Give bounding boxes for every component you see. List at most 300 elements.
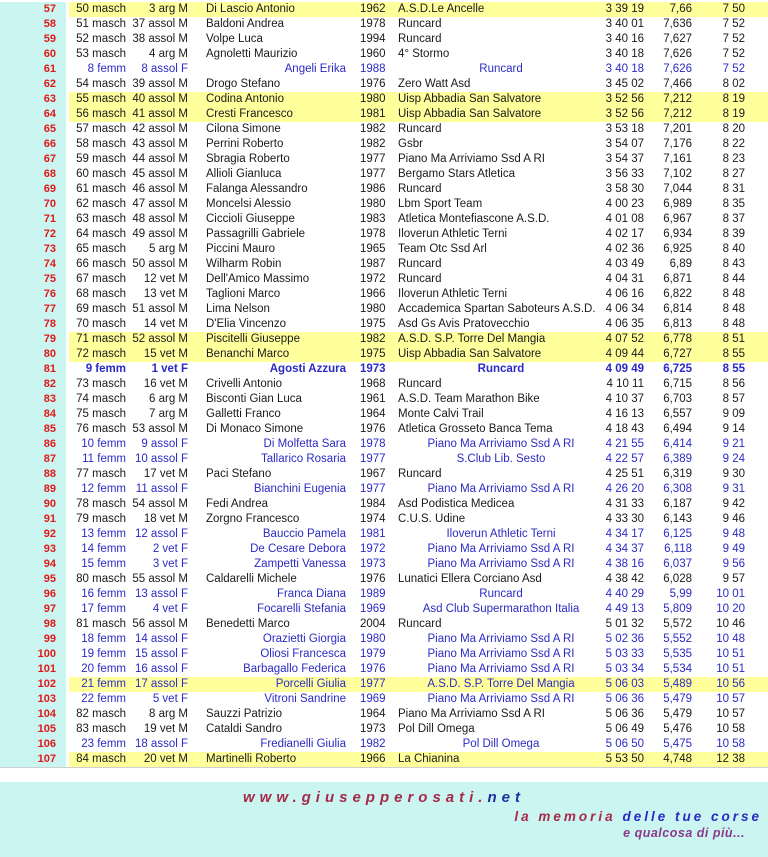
category-rank: 17 assol F (126, 677, 190, 692)
finish-time: 5 06 36 (605, 708, 644, 720)
team-name: Piano Ma Arriviamo Ssd A RI (427, 633, 575, 645)
result-row (0, 152, 768, 167)
result-row (0, 392, 768, 407)
gender-rank: 56 masch (69, 107, 126, 122)
birth-year: 1966 (360, 288, 386, 300)
position-number: 79 (0, 332, 66, 347)
team-name: Uisp Abbadia San Salvatore (398, 92, 590, 107)
birth-year: 1979 (360, 648, 386, 660)
speed-kmh: 6,037 (663, 558, 692, 570)
position-number: 102 (0, 677, 66, 692)
pace-min-km: 10 01 (716, 588, 745, 600)
athlete-name: Fedi Andrea (206, 498, 269, 510)
pace-min-km: 8 51 (692, 332, 768, 347)
category-rank: 9 assol F (141, 438, 188, 450)
result-row (0, 647, 768, 662)
pace-min-km: 8 48 (722, 303, 745, 315)
birth-year: 1994 (360, 33, 386, 45)
category-rank: 15 assol F (134, 648, 188, 660)
position-number: 70 (0, 197, 66, 212)
category-rank: 17 vet M (143, 468, 188, 480)
team-name: Runcard (398, 378, 442, 390)
position-number: 93 (0, 542, 66, 557)
position-number: 72 (0, 227, 66, 242)
gender-rank: 9 femm (85, 363, 126, 375)
team-name: Lbm Sport Team (398, 198, 483, 210)
result-row (0, 707, 768, 722)
speed-kmh: 6,989 (663, 198, 692, 210)
gender-rank: 11 femm (82, 453, 126, 465)
athlete-name: Fredianelli Giulia (260, 738, 346, 750)
pace-min-km: 8 48 (722, 288, 745, 300)
athlete-name: Allioli Gianluca (206, 168, 282, 180)
team-name: Asd Club Supermarathon Italia (422, 603, 580, 615)
team-name: Lunatici Ellera Corciano Asd (398, 573, 542, 585)
athlete-name: Vitroni Sandrine (264, 693, 346, 705)
athlete-name: Piccini Mauro (206, 243, 276, 255)
finish-time: 3 52 56 (590, 92, 646, 107)
finish-time: 4 09 49 (605, 363, 644, 375)
athlete-name: Orazietti Giorgia (262, 633, 346, 645)
category-rank: 13 vet M (143, 288, 188, 300)
result-row (0, 407, 768, 422)
position-number: 80 (0, 347, 66, 362)
finish-time: 5 03 33 (605, 648, 644, 660)
result-row (0, 77, 768, 92)
speed-kmh: 7,627 (663, 33, 692, 45)
result-row (0, 692, 768, 707)
position-number: 97 (0, 602, 66, 617)
athlete-name: Sbragia Roberto (206, 153, 290, 165)
result-row (0, 317, 768, 332)
team-name: Runcard (479, 588, 523, 600)
category-rank: 16 assol F (134, 663, 188, 675)
result-row (0, 662, 768, 677)
category-rank: 42 assol M (132, 123, 188, 135)
speed-kmh: 7,161 (663, 153, 692, 165)
position-number: 66 (0, 137, 66, 152)
speed-kmh: 6,125 (663, 528, 692, 540)
result-row (0, 197, 768, 212)
gender-rank: 69 masch (76, 303, 126, 315)
result-row (0, 587, 768, 602)
speed-kmh: 6,703 (663, 393, 692, 405)
finish-time: 4 34 37 (605, 543, 644, 555)
result-row (0, 602, 768, 617)
result-row (0, 212, 768, 227)
athlete-name: Zampetti Vanessa (254, 558, 346, 570)
finish-time: 3 53 18 (605, 123, 644, 135)
result-row (0, 287, 768, 302)
athlete-name: Di Lascio Antonio (190, 2, 358, 17)
finish-time: 5 01 32 (605, 618, 644, 630)
team-name: Monte Calvi Trail (398, 408, 484, 420)
pace-min-km: 10 56 (692, 677, 768, 692)
position-number: 86 (0, 437, 66, 452)
gender-rank: 51 masch (76, 18, 126, 30)
finish-time: 5 06 50 (605, 738, 644, 750)
pace-min-km: 8 57 (722, 393, 745, 405)
team-name: Atletica Grosseto Banca Tema (398, 423, 553, 435)
gender-rank: 50 masch (69, 2, 126, 17)
athlete-name: Lima Nelson (206, 303, 270, 315)
result-row (0, 167, 768, 182)
pace-min-km: 8 39 (722, 228, 745, 240)
birth-year: 1982 (360, 138, 386, 150)
gender-rank: 81 masch (76, 618, 126, 630)
team-name: Runcard (398, 468, 442, 480)
gender-rank: 65 masch (76, 243, 126, 255)
pace-min-km: 7 52 (722, 48, 745, 60)
speed-kmh: 6,319 (663, 468, 692, 480)
athlete-name: Angeli Erika (284, 63, 346, 75)
birth-year: 1980 (360, 303, 386, 315)
birth-year: 1975 (360, 318, 386, 330)
footer-tagline-2: e qualcosa di più... (623, 826, 745, 840)
pace-min-km: 10 20 (716, 603, 745, 615)
athlete-name: Dell'Amico Massimo (206, 273, 310, 285)
speed-kmh: 6,715 (663, 378, 692, 390)
pace-min-km: 8 48 (722, 318, 745, 330)
gender-rank: 72 masch (69, 347, 126, 362)
birth-year: 1969 (360, 603, 386, 615)
pace-min-km: 10 57 (716, 693, 745, 705)
athlete-name: Falanga Alessandro (206, 183, 308, 195)
team-name: Team Otc Ssd Arl (398, 243, 487, 255)
speed-kmh: 7,176 (663, 138, 692, 150)
result-row (0, 437, 768, 452)
gender-rank: 8 femm (87, 63, 126, 75)
finish-time: 4 03 49 (605, 258, 644, 270)
pace-min-km: 10 48 (716, 633, 745, 645)
position-number: 82 (0, 377, 66, 392)
category-rank: 38 assol M (132, 33, 188, 45)
category-rank: 51 assol M (132, 303, 188, 315)
speed-kmh: 7,201 (663, 123, 692, 135)
athlete-name: Porcelli Giulia (190, 677, 358, 692)
pace-min-km: 7 52 (722, 18, 745, 30)
finish-time: 3 54 07 (605, 138, 644, 150)
athlete-name: De Cesare Debora (250, 543, 346, 555)
team-name: Zero Watt Asd (398, 78, 471, 90)
speed-kmh: 6,813 (663, 318, 692, 330)
birth-year: 1976 (360, 663, 386, 675)
category-rank: 48 assol M (132, 213, 188, 225)
gender-rank: 68 masch (76, 288, 126, 300)
birth-year: 1976 (360, 78, 386, 90)
athlete-name: Sauzzi Patrizio (206, 708, 283, 720)
gender-rank: 77 masch (76, 468, 126, 480)
gender-rank: 58 masch (76, 138, 126, 150)
footer-tagline-1 (0, 809, 768, 825)
position-number: 106 (0, 737, 66, 752)
finish-time: 3 58 30 (605, 183, 644, 195)
position-number: 69 (0, 182, 66, 197)
category-rank: 7 arg M (149, 408, 188, 420)
athlete-name: Martinelli Roberto (190, 752, 358, 767)
athlete-name: Cresti Francesco (190, 107, 358, 122)
athlete-name: Agosti Azzura (269, 363, 346, 375)
gender-rank: 57 masch (76, 123, 126, 135)
finish-time: 3 45 02 (605, 78, 644, 90)
footer (0, 782, 768, 857)
position-number: 61 (0, 62, 66, 77)
gender-rank: 83 masch (76, 723, 126, 735)
gender-rank: 53 masch (76, 48, 126, 60)
category-rank: 44 assol M (132, 153, 188, 165)
position-number: 67 (0, 152, 66, 167)
pace-min-km: 9 57 (722, 573, 745, 585)
category-rank: 4 arg M (149, 48, 188, 60)
team-name: 4° Stormo (398, 48, 450, 60)
category-rank: 18 vet M (143, 513, 188, 525)
team-name: Atletica Montefiascone A.S.D. (398, 213, 550, 225)
team-name: Runcard (479, 63, 523, 75)
athlete-name: Oliosi Francesca (260, 648, 346, 660)
athlete-name: Volpe Luca (206, 33, 263, 45)
birth-year: 1978 (360, 228, 386, 240)
result-row (0, 272, 768, 287)
finish-time: 4 22 57 (605, 453, 644, 465)
position-number: 91 (0, 512, 66, 527)
pace-min-km: 10 58 (716, 723, 745, 735)
finish-time: 5 06 36 (605, 693, 644, 705)
position-number: 87 (0, 452, 66, 467)
category-rank: 55 assol M (132, 573, 188, 585)
result-row (0, 257, 768, 272)
athlete-name: Cilona Simone (206, 123, 281, 135)
position-number: 84 (0, 407, 66, 422)
speed-kmh: 5,479 (663, 708, 692, 720)
pace-min-km: 9 42 (722, 498, 745, 510)
team-name: Runcard (398, 273, 442, 285)
birth-year: 1986 (360, 183, 386, 195)
birth-year: 1969 (360, 693, 386, 705)
speed-kmh: 7,626 (663, 48, 692, 60)
gender-rank: 23 femm (81, 738, 126, 750)
category-rank: 45 assol M (132, 168, 188, 180)
result-row (0, 227, 768, 242)
birth-year: 1961 (360, 393, 386, 405)
finish-time: 4 26 20 (605, 483, 644, 495)
category-rank: 18 assol F (134, 738, 188, 750)
athlete-name: Perrini Roberto (206, 138, 284, 150)
team-name: Iloverun Athletic Terni (446, 528, 556, 540)
birth-year: 1987 (360, 258, 386, 270)
pace-min-km: 9 21 (722, 438, 745, 450)
athlete-name: Barbagallo Federica (243, 663, 346, 675)
pace-min-km: 8 22 (722, 138, 745, 150)
position-number: 100 (0, 647, 66, 662)
finish-time: 3 40 18 (605, 63, 644, 75)
speed-kmh: 6,389 (663, 453, 692, 465)
result-row (0, 632, 768, 647)
gender-rank: 21 femm (69, 677, 126, 692)
pace-min-km: 10 46 (716, 618, 745, 630)
birth-year: 1974 (360, 513, 386, 525)
position-number: 63 (0, 92, 66, 107)
gender-rank: 60 masch (76, 168, 126, 180)
gender-rank: 55 masch (69, 92, 126, 107)
category-rank: 3 arg M (126, 2, 190, 17)
pace-min-km: 9 09 (722, 408, 745, 420)
tagline-1-red-part: la memoria (514, 809, 623, 824)
athlete-name: Bauccio Pamela (262, 528, 346, 540)
pace-min-km: 9 48 (722, 528, 745, 540)
speed-kmh: 6,967 (663, 213, 692, 225)
category-rank: 4 vet F (152, 603, 188, 615)
birth-year: 1976 (360, 423, 386, 435)
gender-rank: 73 masch (76, 378, 126, 390)
athlete-name: Passagrilli Gabriele (206, 228, 306, 240)
team-name: Piano Ma Arriviamo Ssd A RI (427, 693, 575, 705)
position-number: 81 (0, 362, 66, 377)
speed-kmh: 6,308 (663, 483, 692, 495)
birth-year: 1988 (360, 63, 386, 75)
result-row (0, 512, 768, 527)
result-row (0, 332, 768, 347)
athlete-name: Franca Diana (276, 588, 346, 600)
pace-min-km: 8 31 (722, 183, 745, 195)
speed-kmh: 5,99 (669, 588, 692, 600)
athlete-name: Benanchi Marco (190, 347, 358, 362)
pace-min-km: 10 51 (716, 648, 745, 660)
speed-kmh: 6,925 (663, 243, 692, 255)
website-url (0, 789, 768, 807)
birth-year: 1967 (360, 468, 386, 480)
pace-min-km: 8 20 (722, 123, 745, 135)
pace-min-km: 8 19 (692, 92, 768, 107)
gender-rank: 66 masch (76, 258, 126, 270)
pace-min-km: 8 35 (722, 198, 745, 210)
pace-min-km: 9 49 (722, 543, 745, 555)
gender-rank: 61 masch (76, 183, 126, 195)
team-name: Piano Ma Arriviamo Ssd A RI (427, 543, 575, 555)
finish-time: 5 02 36 (605, 633, 644, 645)
position-number: 60 (0, 47, 66, 62)
position-number: 95 (0, 572, 66, 587)
team-name: Iloverun Athletic Terni (398, 288, 508, 300)
team-name: Pol Dill Omega (398, 723, 475, 735)
finish-time: 4 21 55 (605, 438, 644, 450)
category-rank: 11 assol F (135, 483, 188, 495)
team-name: Runcard (398, 183, 442, 195)
birth-year: 2004 (360, 618, 386, 630)
speed-kmh: 7,636 (663, 18, 692, 30)
athlete-name: Paci Stefano (206, 468, 272, 480)
result-row (0, 377, 768, 392)
gender-rank: 75 masch (76, 408, 126, 420)
pace-min-km: 9 14 (722, 423, 745, 435)
result-row (0, 467, 768, 482)
gender-rank: 64 masch (76, 228, 126, 240)
position-number: 64 (0, 107, 66, 122)
team-name: Gsbr (398, 138, 423, 150)
gender-rank: 63 masch (76, 213, 126, 225)
category-rank: 49 assol M (132, 228, 188, 240)
pace-min-km: 9 46 (722, 513, 745, 525)
category-rank: 13 assol F (134, 588, 188, 600)
speed-kmh: 5,572 (663, 618, 692, 630)
position-number: 59 (0, 32, 66, 47)
category-rank: 5 vet F (152, 693, 188, 705)
gender-rank: 82 masch (76, 708, 126, 720)
finish-time: 4 38 42 (605, 573, 644, 585)
athlete-name: Wilharm Robin (206, 258, 282, 270)
gender-rank: 16 femm (81, 588, 126, 600)
finish-time: 4 09 44 (590, 347, 646, 362)
speed-kmh: 4,748 (646, 752, 692, 767)
athlete-name: Galletti Franco (206, 408, 281, 420)
position-number: 65 (0, 122, 66, 137)
gender-rank: 76 masch (76, 423, 126, 435)
speed-kmh: 5,535 (663, 648, 692, 660)
position-number: 74 (0, 257, 66, 272)
tagline-1-blue-part: delle tue corse (622, 809, 762, 824)
category-rank: 14 assol F (134, 633, 188, 645)
birth-year: 1982 (360, 123, 386, 135)
birth-year: 1973 (360, 558, 386, 570)
pace-min-km: 9 56 (722, 558, 745, 570)
pace-min-km: 7 52 (722, 63, 745, 75)
speed-kmh: 7,212 (646, 107, 692, 122)
speed-kmh: 6,187 (663, 498, 692, 510)
pace-min-km: 7 52 (722, 33, 745, 45)
finish-time: 4 31 33 (605, 498, 644, 510)
gender-rank: 22 femm (81, 693, 126, 705)
speed-kmh: 6,028 (663, 573, 692, 585)
category-rank: 52 assol M (126, 332, 190, 347)
category-rank: 12 assol F (134, 528, 188, 540)
birth-year: 1977 (360, 168, 386, 180)
gender-rank: 59 masch (76, 153, 126, 165)
pace-min-km: 9 31 (722, 483, 745, 495)
birth-year: 1972 (360, 543, 386, 555)
category-rank: 14 vet M (143, 318, 188, 330)
athlete-name: Taglioni Marco (206, 288, 281, 300)
result-row (0, 422, 768, 437)
team-name: Iloverun Athletic Terni (398, 228, 508, 240)
position-number: 73 (0, 242, 66, 257)
birth-year: 1962 (358, 2, 398, 17)
finish-time: 4 10 11 (606, 378, 644, 390)
position-number: 58 (0, 17, 66, 32)
position-number: 89 (0, 482, 66, 497)
birth-year: 1977 (360, 153, 386, 165)
birth-year: 1977 (360, 453, 386, 465)
finish-time: 4 38 16 (605, 558, 644, 570)
gender-rank: 12 femm (81, 483, 126, 495)
birth-year: 1980 (360, 633, 386, 645)
birth-year: 1964 (360, 708, 386, 720)
category-rank: 3 vet F (152, 558, 188, 570)
birth-year: 1981 (360, 528, 386, 540)
birth-year: 1966 (358, 752, 398, 767)
speed-kmh: 6,89 (669, 258, 692, 270)
pace-min-km: 8 02 (722, 78, 745, 90)
pace-min-km: 8 44 (722, 273, 745, 285)
category-rank: 46 assol M (132, 183, 188, 195)
team-name: Accademica Spartan Saboteurs A.S.D. (398, 303, 596, 315)
result-row (0, 47, 768, 62)
pace-min-km: 8 43 (722, 258, 745, 270)
result-row (0, 62, 768, 77)
result-row (0, 722, 768, 737)
category-rank: 6 arg M (149, 393, 188, 405)
table-footer-divider (0, 767, 768, 782)
speed-kmh: 5,479 (663, 693, 692, 705)
athlete-name: Di Molfetta Sara (263, 438, 346, 450)
